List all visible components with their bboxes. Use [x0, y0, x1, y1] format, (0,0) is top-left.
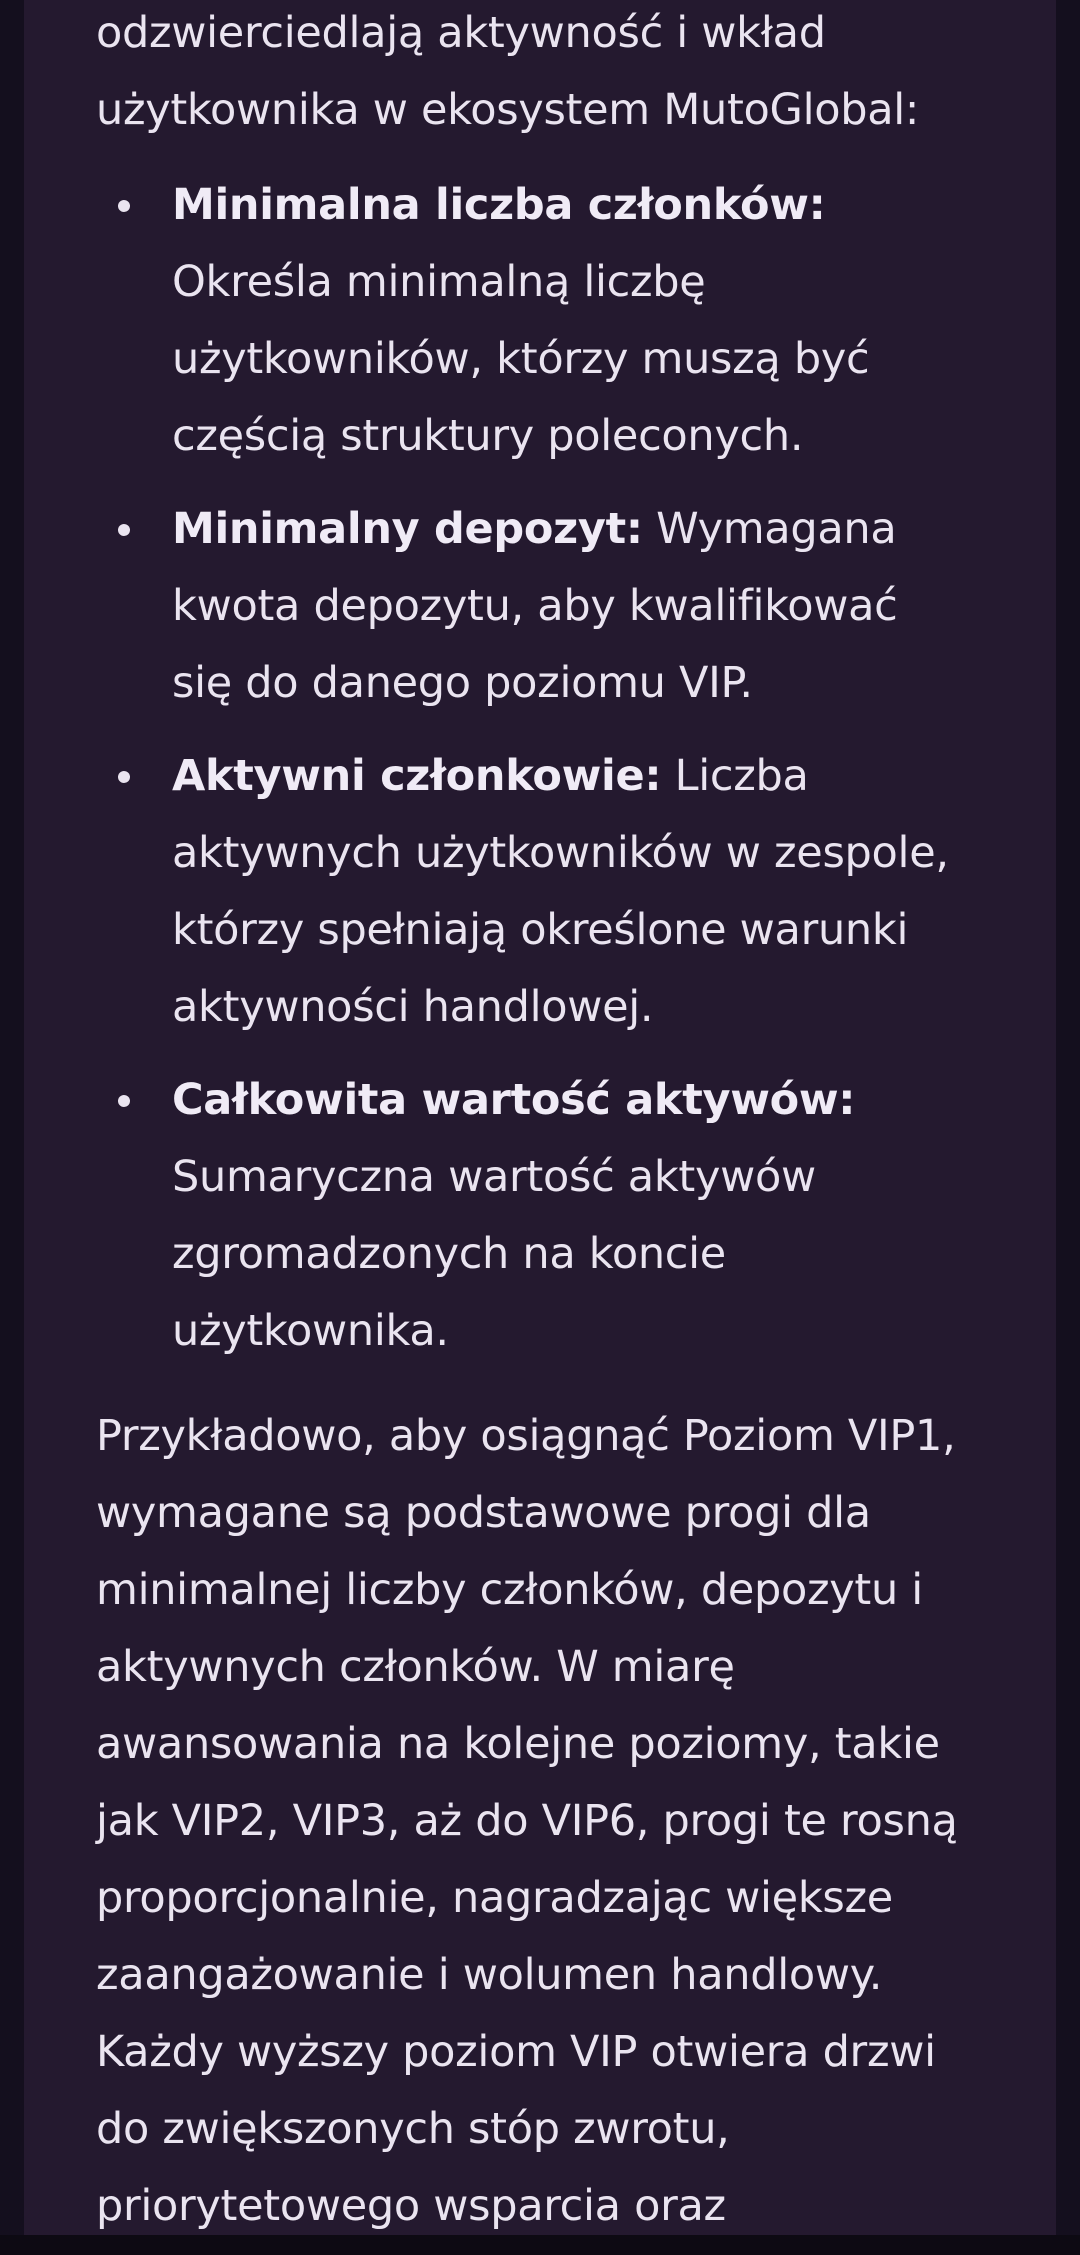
- list-item-term: Minimalny depozyt:: [172, 504, 643, 554]
- message-panel: [24, 0, 1056, 2235]
- list-item: [96, 1062, 952, 1370]
- requirements-list: [96, 167, 1036, 1370]
- list-item: [96, 491, 952, 722]
- bullet-icon: [118, 200, 130, 212]
- bullet-icon: [118, 1095, 130, 1107]
- message-content: [96, 0, 1036, 2235]
- intro-text: odzwierciedlają aktywność i wkład użytkownika w ekosystem MutoGlobal:: [96, 8, 920, 135]
- bottom-bar: [0, 2235, 1080, 2255]
- list-item-text: Wymagana kwota depozytu, aby kwalifikować się do danego poziomu VIP.: [172, 504, 898, 708]
- list-item-term: Całkowita wartość aktywów:: [172, 1075, 856, 1125]
- list-item-text: Określa minimalną liczbę użytkowników, którzy muszą być częścią struktury poleconych.: [172, 257, 870, 461]
- bullet-icon: [118, 524, 130, 536]
- list-item: [96, 167, 952, 475]
- bullet-icon: [118, 771, 130, 783]
- example-paragraph: Przykładowo, aby osiągnąć Poziom VIP1, wymagane są podstawowe progi dla minimalnej liczby członków, depozytu i aktywnych członków. W miarę awansowania na kolejne poziomy, takie jak VIP2, VIP3, aż do VIP6, progi te rosną proporcjonalnie, nagradzając większe zaangażowanie i wolumen handlowy. Każdy wyższy poziom VIP otwiera drzwi do zwiększonych stóp zwrotu, priorytetowego wsparcia oraz: [96, 1411, 958, 2231]
- list-item-term: Minimalna liczba członków:: [172, 180, 826, 230]
- list-item-text: Sumaryczna wartość aktywów zgromadzonych na koncie użytkownika.: [172, 1152, 816, 1356]
- list-item-term: Aktywni członkowie:: [172, 751, 662, 801]
- list-item: [96, 738, 952, 1046]
- list-item-text: Liczba aktywnych użytkowników w zespole, którzy spełniają określone warunki aktywności handlowej.: [172, 751, 949, 1032]
